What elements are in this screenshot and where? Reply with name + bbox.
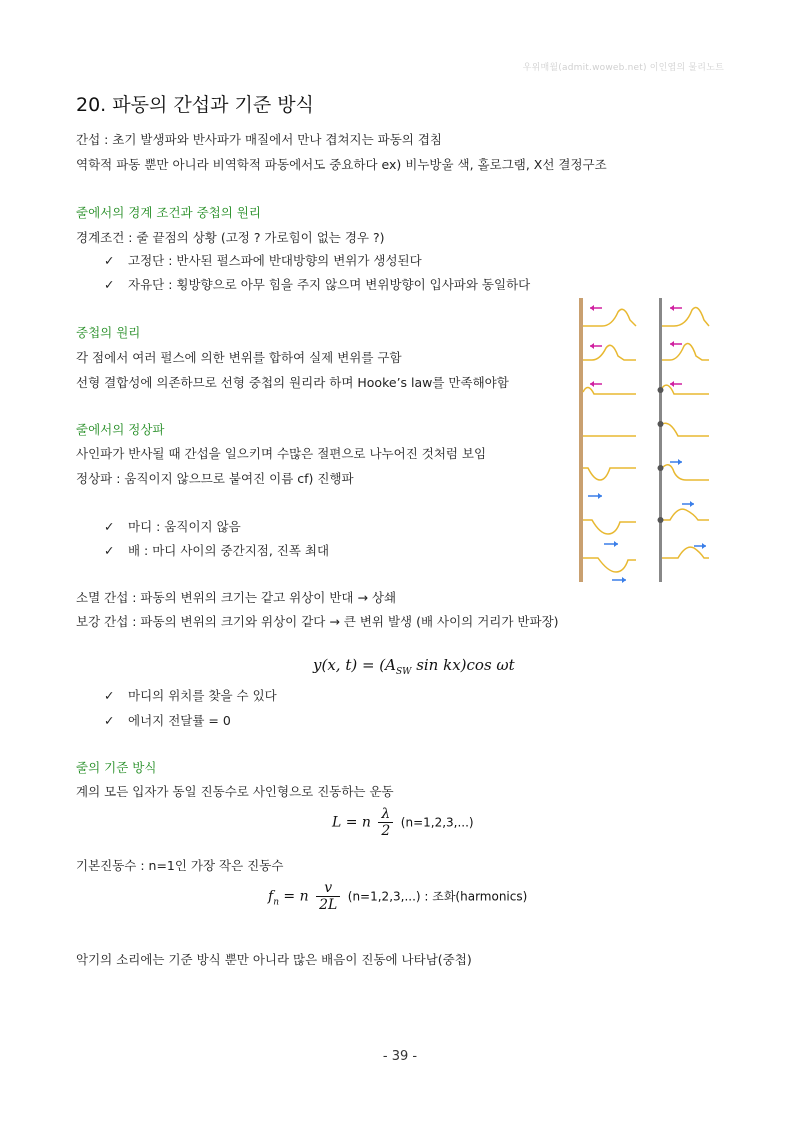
superposition-line-2: 선형 결합성에 의존하므로 선형 중첩의 원리라 하며 Hooke’s law를 만족해야함 — [76, 375, 509, 390]
bullet-fixed-end: ✓ 고정단 : 반사된 펄스파에 반대방향의 변위가 생성된다 — [104, 253, 422, 268]
wave-pulse — [583, 345, 636, 360]
intro-line-2: 역학적 파동 뿐만 아니라 비역학적 파동에서도 중요하다 ex) 비누방울 색, 홀로그램, X선 결정구조 — [76, 157, 607, 172]
wave-pulse — [583, 468, 636, 480]
constructive-interference: 보강 간섭 : 파동의 변위의 크기와 위상이 같다 → 큰 변위 발생 (배 사이의 거리가 반파장) — [76, 614, 559, 629]
check-icon: ✓ — [104, 519, 115, 534]
wall-icon — [579, 298, 583, 582]
wave-pulse — [662, 547, 709, 558]
length-formula: L = n $\frac{\lambda}{2}$ (n=1,2,3,...) — [332, 806, 474, 839]
fundamental-frequency-line: 기본진동수 : n=1인 가장 작은 진동수 — [76, 858, 284, 873]
check-icon: ✓ — [104, 543, 115, 558]
page-number: - 39 - — [382, 1049, 418, 1064]
wave-pulse — [662, 509, 709, 520]
wave-pulse — [662, 465, 709, 480]
wave-pulse — [583, 520, 636, 534]
pulse-reflection-diagram — [574, 296, 714, 586]
watermark: 우위매월(admit.woweb.net) 이인엽의 물리노트 — [522, 63, 724, 73]
bullet-node-position: ✓ 마디의 위치를 찾을 수 있다 — [104, 688, 277, 703]
section-heading-normal-modes: 줄의 기준 방식 — [76, 760, 157, 775]
frequency-formula: $f_n = n$ $\frac{v}{2L}$ (n=1,2,3,...) : 조화(harmonics) — [268, 880, 528, 913]
standing-wave-formula: y(x, $t) = (A_{SW}$ sin kx)cos ωt — [313, 656, 515, 677]
wave-pulse — [662, 308, 709, 326]
rod-icon — [659, 298, 662, 582]
check-icon: ✓ — [104, 277, 115, 292]
normal-modes-line-1: 계의 모든 입자가 동일 진동수로 사인형으로 진동하는 운동 — [76, 784, 394, 799]
standing-line-1: 사인파가 반사될 때 간섭을 일으키며 수많은 절편으로 나누어진 것처럼 보임 — [76, 446, 487, 461]
ring-icon — [658, 517, 664, 523]
destructive-interference: 소멸 간섭 : 파동의 변위의 크기는 같고 위상이 반대 → 상쇄 — [76, 590, 397, 605]
wave-pulse — [662, 344, 709, 360]
bullet-antinode: ✓ 배 : 마디 사이의 중간지점, 진폭 최대 — [104, 543, 330, 558]
wave-pulse — [583, 387, 636, 394]
ring-icon — [658, 387, 664, 393]
wave-pulse — [662, 423, 709, 436]
section-heading-standing-wave: 줄에서의 정상파 — [76, 422, 165, 437]
page-title: 20. 파동의 간섭과 기준 방식 — [76, 94, 314, 116]
check-icon: ✓ — [104, 688, 115, 703]
wave-pulse — [583, 309, 636, 326]
check-icon: ✓ — [104, 253, 115, 268]
ring-icon — [658, 465, 664, 471]
ring-icon — [658, 421, 664, 427]
intro-line-1: 간섭 : 초기 발생파와 반사파가 매질에서 만나 겹쳐지는 파동의 겹침 — [76, 132, 442, 147]
wave-pulse — [662, 385, 709, 394]
check-icon: ✓ — [104, 713, 115, 728]
section-heading-boundary: 줄에서의 경계 조건과 중첩의 원리 — [76, 205, 261, 220]
superposition-line-1: 각 점에서 여러 펄스에 의한 변위를 합하여 실제 변위를 구함 — [76, 350, 402, 365]
wave-pulse — [583, 558, 636, 572]
harmonics-line: 악기의 소리에는 기준 방식 뿐만 아니라 많은 배음이 진동에 나타남(중첩) — [76, 952, 472, 967]
bullet-energy-transfer: ✓ 에너지 전달률 = 0 — [104, 713, 231, 728]
bullet-free-end: ✓ 자유단 : 횡방향으로 아무 힘을 주지 않으며 변위방향이 입사파와 동일하다 — [104, 277, 531, 292]
bullet-node: ✓ 마디 : 움직이지 않음 — [104, 519, 241, 534]
standing-line-2: 정상파 : 움직이지 않으므로 붙여진 이름 cf) 진행파 — [76, 471, 354, 486]
section-heading-superposition: 중첩의 원리 — [76, 325, 141, 340]
boundary-line-1: 경계조건 : 줄 끝점의 상황 (고정 ? 가로힘이 없는 경우 ?) — [76, 230, 385, 245]
